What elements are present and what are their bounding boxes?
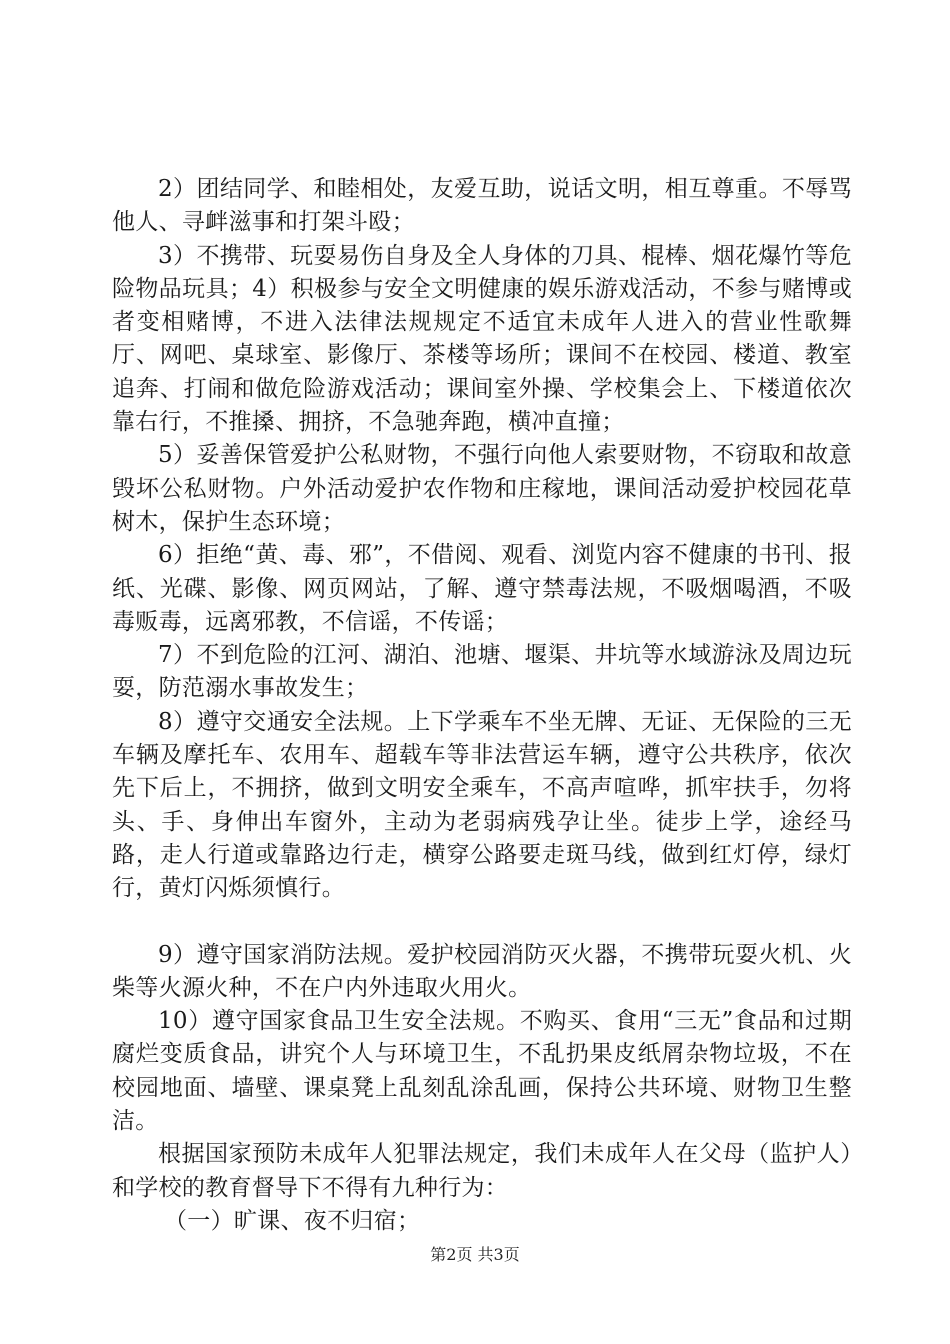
paragraph-behavior-1: （一）旷课、夜不归宿；: [164, 1207, 421, 1234]
paragraph-law-intro: 根据国家预防未成年人犯罪法规定，我们未成年人在父母（监护人）和学校的教育督导下不得有九种行为：: [112, 1141, 852, 1201]
page-number-footer: 第2页 共3页: [430, 1245, 520, 1264]
paragraph-item-9: 9）遵守国家消防法规。爱护校园消防灭火器，不携带玩耍火机、火柴等火源火种，不在户内外违取火用火。: [112, 941, 852, 1001]
paragraph-item-6: 6）拒绝“黄、毒、邪”，不借阅、观看、浏览内容不健康的书刊、报纸、光碟、影像、网页网站，了解、遵守禁毒法规，不吸烟喝酒，不吸毒贩毒，远离邪教，不信谣，不传谣；: [112, 542, 852, 635]
paragraph-item-5: 5）妥善保管爱护公私财物，不强行向他人索要财物，不窃取和故意毁坏公私财物。户外活动爱护农作物和庄稼地，课间活动爱护校园花草树木，保护生态环境；: [112, 442, 852, 535]
paragraph-item-7: 7）不到危险的江河、湖泊、池塘、堰渠、井坑等水域游泳及周边玩耍，防范溺水事故发生；: [112, 642, 852, 702]
paragraph-item-10: 10）遵守国家食品卫生安全法规。不购买、食用“三无”食品和过期腐烂变质食品，讲究个人与环境卫生，不乱扔果皮纸屑杂物垃圾，不在校园地面、墙壁、课桌凳上乱刻乱涂乱画，保持公共环境、财物卫生整洁。: [112, 1008, 852, 1135]
paragraph-items-3-4: 3）不携带、玩耍易伤自身及全人身体的刀具、棍棒、烟花爆竹等危险物品玩具；4）积极参与安全文明健康的娱乐游戏活动，不参与赌博或者变相赌博，不进入法律法规规定不适宜未成年人进入的营业性歌舞厅、网吧、桌球室、影像厅、茶楼等场所；课间不在校园、楼道、教室追奔、打闹和做危险游戏活动；课间室外操、学校集会上、下楼道依次靠右行，不推搡、拥挤，不急驰奔跑，横冲直撞；: [112, 242, 852, 436]
document-body: [112, 173, 852, 1238]
paragraph-item-8: 8）遵守交通安全法规。上下学乘车不坐无牌、无证、无保险的三无车辆及摩托车、农用车、超载车等非法营运车辆，遵守公共秩序，依次先下后上，不拥挤，做到文明安全乘车，不高声喧哗，抓牢扶手，勿将头、手、身伸出车窗外，主动为老弱病残孕让坐。徒步上学，途经马路，走人行道或靠路边行走，横穿公路要走斑马线，做到红灯停，绿灯行，黄灯闪烁须慎行。: [112, 708, 852, 902]
paragraph-item-2: 2）团结同学、和睦相处，友爱互助，说话文明，相互尊重。不辱骂他人、寻衅滋事和打架斗殴；: [112, 176, 852, 236]
